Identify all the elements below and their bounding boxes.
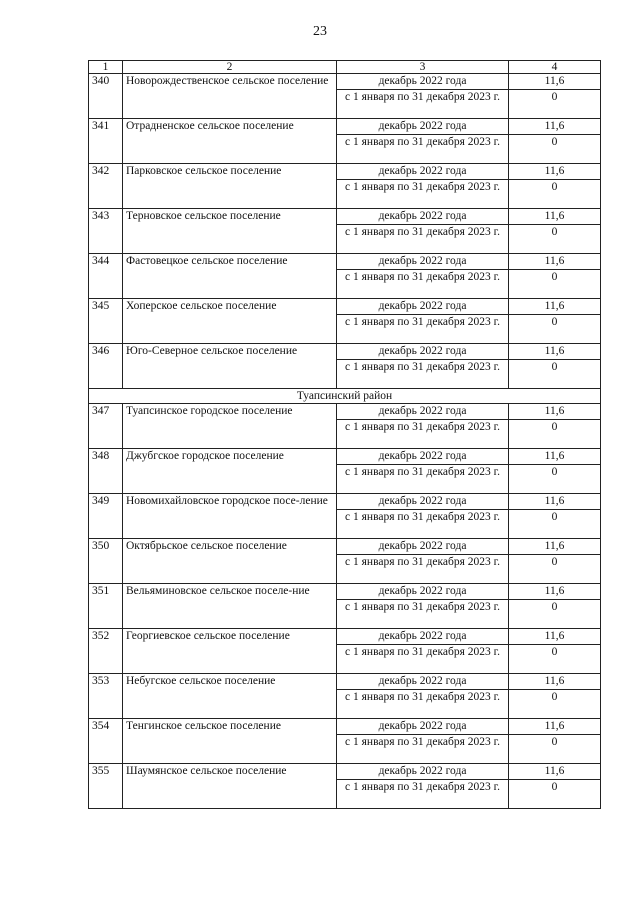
table-row [89,764,601,780]
value-cell: 11,6 [509,209,601,225]
table-row [89,494,601,510]
period-cell: декабрь 2022 года [337,404,509,420]
period-cell: с 1 января по 31 декабря 2023 г. [337,315,509,344]
period-cell: с 1 января по 31 декабря 2023 г. [337,735,509,764]
table-row [89,404,601,420]
period-cell: с 1 января по 31 декабря 2023 г. [337,510,509,539]
value-cell: 0 [509,420,601,449]
settlement-name: Туапсинское городское поселение [123,404,337,449]
value-cell: 11,6 [509,764,601,780]
table-row [89,209,601,225]
table-row [89,164,601,180]
value-cell: 11,6 [509,539,601,555]
table-row [89,119,601,135]
table-row [89,254,601,270]
value-cell: 0 [509,180,601,209]
period-cell: с 1 января по 31 декабря 2023 г. [337,270,509,299]
table-row [89,344,601,360]
value-cell: 0 [509,270,601,299]
row-number: 346 [89,344,123,389]
period-cell: декабрь 2022 года [337,719,509,735]
period-cell: декабрь 2022 года [337,674,509,690]
data-table [88,60,601,809]
row-number: 350 [89,539,123,584]
period-cell: декабрь 2022 года [337,494,509,510]
period-cell: декабрь 2022 года [337,539,509,555]
value-cell: 11,6 [509,629,601,645]
settlement-name: Парковское сельское поселение [123,164,337,209]
table-row [89,299,601,315]
period-cell: с 1 января по 31 декабря 2023 г. [337,600,509,629]
settlement-name: Тенгинское сельское поселение [123,719,337,764]
period-cell: с 1 января по 31 декабря 2023 г. [337,780,509,809]
period-cell: с 1 января по 31 декабря 2023 г. [337,360,509,389]
value-cell: 11,6 [509,674,601,690]
value-cell: 11,6 [509,164,601,180]
row-number: 353 [89,674,123,719]
period-cell: декабрь 2022 года [337,344,509,360]
value-cell: 0 [509,555,601,584]
table-row [89,584,601,600]
value-cell: 0 [509,510,601,539]
period-cell: с 1 января по 31 декабря 2023 г. [337,90,509,119]
period-cell: декабрь 2022 года [337,629,509,645]
period-cell: с 1 января по 31 декабря 2023 г. [337,225,509,254]
period-cell: декабрь 2022 года [337,164,509,180]
period-cell: декабрь 2022 года [337,74,509,90]
settlement-name: Юго-Северное сельское поселение [123,344,337,389]
period-cell: декабрь 2022 года [337,449,509,465]
value-cell: 11,6 [509,299,601,315]
value-cell: 0 [509,645,601,674]
page-number: 23 [313,24,327,39]
settlement-name: Небугское сельское поселение [123,674,337,719]
row-number: 349 [89,494,123,539]
period-cell: декабрь 2022 года [337,209,509,225]
table-row [89,719,601,735]
value-cell: 0 [509,690,601,719]
district-label: Туапсинский район [89,389,601,404]
settlement-name: Терновское сельское поселение [123,209,337,254]
value-cell: 0 [509,600,601,629]
value-cell: 11,6 [509,719,601,735]
settlement-name: Шаумянское сельское поселение [123,764,337,809]
settlement-name: Октябрьское сельское поселение [123,539,337,584]
row-number: 347 [89,404,123,449]
row-number: 340 [89,74,123,119]
period-cell: декабрь 2022 года [337,254,509,270]
settlement-name: Фастовецкое сельское поселение [123,254,337,299]
value-cell: 0 [509,360,601,389]
row-number: 342 [89,164,123,209]
period-cell: декабрь 2022 года [337,119,509,135]
row-number: 355 [89,764,123,809]
period-cell: с 1 января по 31 декабря 2023 г. [337,420,509,449]
table-row [89,74,601,90]
period-cell: с 1 января по 31 декабря 2023 г. [337,465,509,494]
settlement-name: Георгиевское сельское поселение [123,629,337,674]
period-cell: декабрь 2022 года [337,584,509,600]
value-cell: 11,6 [509,74,601,90]
value-cell: 11,6 [509,344,601,360]
table-row [89,674,601,690]
value-cell: 11,6 [509,119,601,135]
value-cell: 11,6 [509,254,601,270]
settlement-name: Хоперское сельское поселение [123,299,337,344]
table-row [89,629,601,645]
table-header-row [89,61,601,74]
district-row [89,389,601,404]
period-cell: декабрь 2022 года [337,299,509,315]
value-cell: 11,6 [509,494,601,510]
row-number: 348 [89,449,123,494]
value-cell: 0 [509,135,601,164]
value-cell: 0 [509,735,601,764]
settlement-name: Отрадненское сельское поселение [123,119,337,164]
period-cell: с 1 января по 31 декабря 2023 г. [337,555,509,584]
value-cell: 0 [509,315,601,344]
row-number: 354 [89,719,123,764]
value-cell: 11,6 [509,404,601,420]
settlement-name: Вельяминовское сельское поселе-ние [123,584,337,629]
settlement-name: Джубгское городское поселение [123,449,337,494]
period-cell: декабрь 2022 года [337,764,509,780]
row-number: 352 [89,629,123,674]
column-header: 1 [89,61,123,74]
row-number: 343 [89,209,123,254]
table-row [89,449,601,465]
row-number: 345 [89,299,123,344]
column-header: 2 [123,61,337,74]
row-number: 351 [89,584,123,629]
period-cell: с 1 января по 31 декабря 2023 г. [337,135,509,164]
settlement-name: Новорождественское сельское поселение [123,74,337,119]
row-number: 341 [89,119,123,164]
value-cell: 0 [509,465,601,494]
column-header: 3 [337,61,509,74]
value-cell: 0 [509,225,601,254]
value-cell: 0 [509,90,601,119]
period-cell: с 1 января по 31 декабря 2023 г. [337,690,509,719]
period-cell: с 1 января по 31 декабря 2023 г. [337,645,509,674]
row-number: 344 [89,254,123,299]
period-cell: с 1 января по 31 декабря 2023 г. [337,180,509,209]
table-row [89,539,601,555]
value-cell: 0 [509,780,601,809]
value-cell: 11,6 [509,449,601,465]
value-cell: 11,6 [509,584,601,600]
column-header: 4 [509,61,601,74]
settlement-name: Новомихайловское городское посе-ление [123,494,337,539]
